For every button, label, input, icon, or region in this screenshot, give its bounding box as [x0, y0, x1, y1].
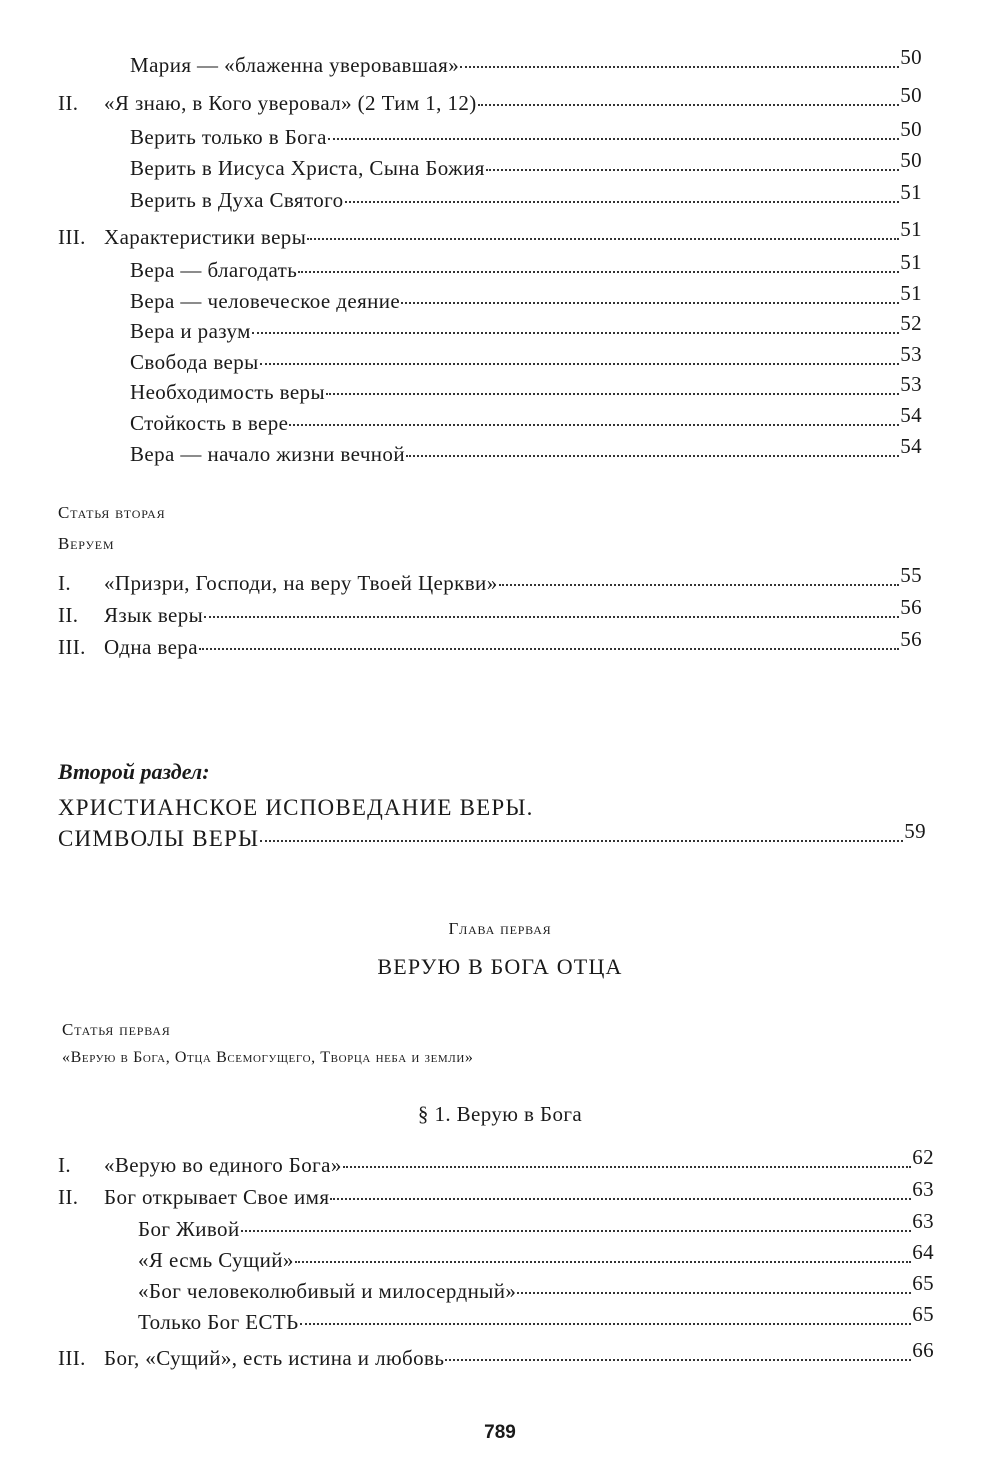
paragraph-title: § 1. Верую в Бога: [417, 1102, 583, 1126]
leader-dots: [401, 302, 899, 304]
toc-entry-page: 53: [900, 342, 922, 366]
toc-entry: [138, 1302, 934, 1335]
toc-entry-text: «Призри, Господи, на веру Твоей Церкви»: [104, 571, 498, 595]
toc-entry-text: Вера — благодать: [130, 258, 298, 282]
leader-dots: [252, 332, 899, 334]
toc-entry-text: Свобода веры: [130, 350, 259, 374]
toc-entry-text: «Я есмь Сущий»: [138, 1248, 294, 1272]
toc-entry: [130, 311, 922, 344]
toc-entry-page: 59: [904, 819, 926, 843]
leader-dots: [289, 424, 899, 426]
leader-dots: [345, 201, 900, 203]
toc-entry-page: 50: [900, 148, 922, 172]
toc-entry-text: «Я знаю, в Кого уверовал» (2 Тим 1, 12): [104, 91, 477, 115]
toc-entry: [58, 1145, 934, 1178]
toc-entry-text: Верить в Иисуса Христа, Сына Божия: [130, 156, 485, 180]
leader-dots: [478, 104, 900, 106]
leader-dots: [204, 616, 899, 618]
toc-entry-page: 50: [900, 45, 922, 69]
toc-entry: [130, 117, 922, 150]
toc-entry-text: Одна вера: [104, 635, 198, 659]
toc-entry-text: «Бог человеколюбивый и милосердный»: [138, 1279, 517, 1303]
toc-entry: [58, 819, 926, 852]
toc-entry-page: 51: [900, 180, 922, 204]
toc-entry: [130, 281, 922, 314]
toc-entry-page: 56: [900, 627, 922, 651]
toc-entry-page: 51: [900, 250, 922, 274]
leader-dots: [300, 1323, 912, 1325]
toc-entry-number: I.: [58, 1153, 72, 1177]
toc-entry-text: Вера — начало жизни вечной: [130, 442, 405, 466]
toc-entry-page: 55: [900, 563, 922, 587]
toc-entry: [130, 148, 922, 181]
leader-dots: [343, 1166, 911, 1168]
toc-entry-text: Верить только в Бога: [130, 125, 327, 149]
toc-entry: [130, 434, 922, 467]
toc-entry-number: III.: [58, 225, 86, 249]
toc-entry-text: Мария — «блаженна уверовавшая»: [130, 53, 460, 77]
toc-entry-text: Стойкость в вере: [130, 411, 289, 435]
toc-entry-page: 51: [900, 217, 922, 241]
leader-dots: [486, 169, 899, 171]
toc-entry-page: 63: [912, 1209, 934, 1233]
toc-entry-number: I.: [58, 571, 72, 595]
toc-entry-page: 62: [912, 1145, 934, 1169]
toc-entry: [130, 342, 922, 375]
leader-dots: [499, 584, 900, 586]
article-title: Веруем: [58, 534, 115, 553]
chapter-label: Глава первая: [448, 919, 552, 938]
toc-entry-page: 51: [900, 281, 922, 305]
leader-dots: [460, 66, 899, 68]
toc-entry-page: 64: [912, 1240, 934, 1264]
toc-entry-text: Необходимость веры: [130, 380, 325, 404]
toc-entry-number: II.: [58, 91, 79, 115]
toc-entry-number: III.: [58, 635, 86, 659]
toc-entry-page: 53: [900, 372, 922, 396]
toc-entry-text: Верить в Духа Святого: [130, 188, 344, 212]
toc-entry: [130, 250, 922, 283]
toc-entry: [58, 1177, 934, 1210]
toc-entry: [130, 45, 922, 78]
toc-entry-number: II.: [58, 603, 79, 627]
toc-entry-page: 56: [900, 595, 922, 619]
toc-entry-page: 65: [912, 1302, 934, 1326]
toc-entry-text: Вера — человеческое деяние: [130, 289, 401, 313]
leader-dots: [326, 393, 899, 395]
toc-entry-text: Бог открывает Свое имя: [104, 1185, 330, 1209]
section-title-line2: СИМВОЛЫ ВЕРЫ: [58, 826, 260, 851]
leader-dots: [307, 238, 899, 240]
toc-entry-page: 63: [912, 1177, 934, 1201]
toc-entry-text: «Верую во единого Бога»: [104, 1153, 342, 1177]
page-number: 789: [484, 1422, 516, 1443]
toc-entry-text: Язык веры: [104, 603, 204, 627]
toc-entry-page: 66: [912, 1338, 934, 1362]
article-title: «Верую в Бога, Отца Всемогущего, Творца неба и земли»: [62, 1049, 474, 1066]
toc-entry: [130, 403, 922, 436]
leader-dots: [330, 1198, 911, 1200]
toc-entry-page: 54: [900, 403, 922, 427]
chapter-title: ВЕРУЮ В БОГА ОТЦА: [377, 954, 623, 979]
toc-entry-page: 50: [900, 117, 922, 141]
toc-entry-text: Бог Живой: [138, 1217, 240, 1241]
leader-dots: [298, 271, 899, 273]
leader-dots: [517, 1292, 911, 1294]
leader-dots: [406, 455, 899, 457]
toc-entry-text: Бог, «Сущий», есть истина и любовь: [104, 1346, 445, 1370]
leader-dots: [260, 840, 903, 842]
leader-dots: [199, 648, 899, 650]
leader-dots: [260, 363, 900, 365]
section-title-line1: ХРИСТИАНСКОЕ ИСПОВЕДАНИЕ ВЕРЫ.: [58, 795, 534, 820]
toc-entry: [138, 1209, 934, 1242]
toc-entry: [130, 180, 922, 213]
article-label: Статья вторая: [58, 503, 166, 522]
toc-entry-text: Вера и разум: [130, 319, 251, 343]
toc-entry-page: 50: [900, 83, 922, 107]
leader-dots: [328, 138, 899, 140]
toc-entry: [58, 83, 922, 116]
toc-entry: [58, 595, 922, 628]
toc-entry-number: III.: [58, 1346, 86, 1370]
toc-entry: [58, 563, 922, 596]
section-label: Второй раздел:: [58, 759, 210, 784]
toc-entry: [58, 1338, 934, 1371]
toc-entry-page: 54: [900, 434, 922, 458]
toc-entry: [138, 1240, 934, 1273]
toc-entry: [130, 372, 922, 405]
leader-dots: [241, 1230, 912, 1232]
toc-entry-text: Характеристики веры: [104, 225, 307, 249]
toc-entry-page: 65: [912, 1271, 934, 1295]
toc-entry: [138, 1271, 934, 1304]
article-label: Статья первая: [62, 1020, 171, 1039]
toc-entry: [58, 217, 922, 250]
leader-dots: [445, 1359, 911, 1361]
toc-entry: [58, 627, 922, 660]
toc-entry-page: 52: [900, 311, 922, 335]
leader-dots: [295, 1261, 911, 1263]
toc-entry-number: II.: [58, 1185, 79, 1209]
toc-entry-text: Только Бог ЕСТЬ: [138, 1310, 299, 1334]
